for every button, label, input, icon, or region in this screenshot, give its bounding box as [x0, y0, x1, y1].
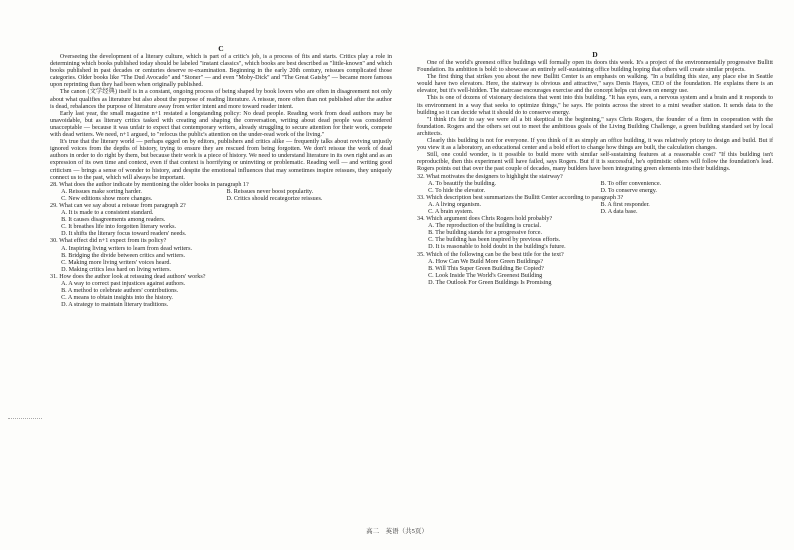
- option-c: C. New editions show more changes.: [61, 195, 153, 202]
- passage-c-heading: C: [218, 44, 224, 53]
- question-stem: 33. Which description best summarizes the Bullitt Center according to paragraph 3?: [417, 194, 624, 201]
- passage-c-paragraph: Early last year, the small magazine n+1 restated a longstanding policy: No dead people. Reading work from dead authors may be unavoidable, but as literary critics tasked with creating and shaping the conversation, writing about dead people was considered unacceptable — because it was unfair to expect that contemporary writers, already struggling to secure attention for their work, compete with dead writers. We need, n+1 argued, to "refocus the public's attention on the under-read work of the living.": [50, 110, 392, 139]
- passage-d-body: [417, 60, 773, 174]
- option-a: A. Inspiring living writers to learn from dead writers.: [61, 245, 193, 252]
- question-28: [50, 182, 392, 203]
- option-b: B. To offer convenience.: [600, 180, 662, 187]
- question-34: [417, 216, 773, 251]
- option-d: D. It is reasonable to hold doubt in the building's future.: [428, 244, 566, 251]
- option-b: B. A method to celebrate authors' contributions.: [61, 288, 179, 295]
- option-c: C. It breathes life into forgotten literary works.: [61, 224, 177, 231]
- question-stem: 30. What effect did n+1 expect from its policy?: [50, 238, 167, 245]
- option-b: B. Will This Super Green Building Be Copied?: [428, 265, 544, 272]
- question-stem: 28. What does the author indicate by mentioning the older books in paragraph 1?: [50, 181, 249, 188]
- question-stem: 29. What can we say about a reissue from paragraph 2?: [50, 202, 186, 209]
- page-footer: 高二 英语（共5页）: [366, 528, 428, 535]
- passage-d-paragraph: This is one of dozens of visionary decisions that went into this building. "It has eyes, ears, a nervous system and a brain and it responds to its environment in a way that seeks to optimize things," he says. He points across the street to a mini weather station. It sends data to the building so it can decide what it should do to conserve energy.: [417, 95, 773, 116]
- passage-c-paragraph: The canon (文学经典) itself is in a constant, ongoing process of being shaped by book lovers who are often in disagreement not only about what qualifies as literature but also about the purpose of reading literature. A reissue, more often than not published after the author is dead, rebalances the purpose of literature away from writer intent and more toward reader intent.: [50, 89, 392, 110]
- option-d: D. To conserve energy.: [600, 187, 657, 194]
- option-b: B. Bridging the divide between critics and writers.: [61, 252, 186, 259]
- passage-c-paragraph: It's true that the literary world — perhaps egged on by editors, publishers and critics alike — frequently talks about reviving unjustly ignored voices from the depths of history, trying to ensure they are rescued from being forgotten. We don't reissue the work of dead authors in order to do right by them, but because their work is a piece of history. We need to understand literature in its own right and as an expression of its own time and context, even if that context is horrifying or uninviting or problematic. Reading well — and writing good criticism — brings a sense of wonder to history, and despite the emotional influences that may sometimes inspire reissues, they uniquely connect us to the past, which will always be important.: [50, 139, 392, 181]
- question-33: [417, 195, 773, 216]
- option-c: C. A brain system.: [428, 208, 474, 215]
- option-a: A. How Can We Build More Green Buildings?: [428, 258, 544, 265]
- passage-d-paragraph: One of the world's greenest office buildings will formally open its doors this week. It's a project of the environmentally progressive Bullitt Foundation. Its ambition is bold: to showcase an entirely self-sustaining office building hoping that others will create similar projects.: [417, 60, 773, 74]
- option-d: D. A strategy to maintain literary traditions.: [61, 302, 169, 309]
- passage-d-heading: D: [592, 50, 598, 59]
- passage-d-paragraph: "I think it's fair to say we were all a bit skeptical in the beginning," says Chris Rogers, the founder of a firm in cooperation with the foundation. Rogers and the others set out to meet the ambitious goals of the Living Building Challenge, a green building standard set by local architects.: [417, 116, 773, 137]
- option-a: A. Reissues make sorting harder.: [61, 188, 142, 195]
- question-stem: 31. How does the author look at reissuing dead authors' works?: [50, 273, 206, 280]
- option-d: D. It shifts the literary focus toward readers' needs.: [61, 231, 187, 238]
- question-30: [50, 238, 392, 273]
- option-b: B. It causes disagreements among readers.: [61, 217, 166, 224]
- question-stem: 32. What motivates the designers to highlight the stairway?: [417, 173, 563, 180]
- question-35: [417, 252, 773, 287]
- option-d: D. Making critics less hard on living writers.: [61, 266, 172, 273]
- passage-c-questions: [50, 182, 392, 310]
- question-32: [417, 174, 773, 195]
- option-a: A. The reproduction of the building is crucial.: [428, 223, 542, 230]
- passage-c-body: [50, 54, 392, 182]
- passage-d-questions: [417, 174, 773, 288]
- question-stem: 34. Which argument does Chris Rogers hold probably?: [417, 216, 553, 223]
- option-c: C. The building has been inspired by previous efforts.: [428, 237, 561, 244]
- passage-d-paragraph: Clearly this building is not for everyone. If you think of it as simply an office building, it was relatively pricey to design and build. But if you view it as a laboratory, an educational center and a bold effort to change how things are built, the calculation changes.: [417, 138, 773, 152]
- option-a: A. A way to correct past injustices against authors.: [61, 281, 186, 287]
- option-b: B. Reissues never boost popularity.: [226, 188, 314, 195]
- passage-c-paragraph: Overseeing the development of a literary culture, which is part of a critic's job, is a process of fits and starts. Critics play a role in determining which books published today should be labeled "instant classics", which books are best described as "little-known" and which books published in past decades or centuries deserve re-examination. Beginning in the early 20th century, reissues complicated those categories. Older books like "The Dud Avocado" and "Stoner" — and even "Moby-Dick" and "The Great Gatsby" — became more famous upon reprinting than they had been when originally published.: [50, 54, 392, 89]
- option-c: C. To hide the elevator.: [428, 187, 486, 194]
- option-c: C. Making more living writers' voices heard.: [61, 259, 171, 266]
- option-d: D. Critics should recategorize reissues.: [226, 195, 323, 202]
- passage-d-paragraph: Still, one could wonder, is it possible to build more with similar self-sustaining features at a reasonable cost? "If this building isn't reproducible, then this experiment will have failed, says Rogers. But if it is successful, he's optimistic others will follow the foundation's lead. Rogers points out that over the past couple of decades, many builders have been integrating green elements into their buildings.: [417, 152, 773, 173]
- option-b: B. A first responder.: [600, 201, 650, 208]
- passage-c-column: [50, 44, 392, 309]
- passage-d-column: [417, 44, 773, 287]
- option-a: A. It is made to a consistent standard.: [61, 210, 154, 217]
- question-31: [50, 274, 392, 309]
- question-stem: 35. Which of the following can be the best title for the text?: [417, 251, 564, 258]
- passage-d-paragraph: The first thing that strikes you about the new Bullitt Center is an emphasis on walking. "In a building this size, any place else in Seattle would have two elevators. Here, the stairway is obvious and attractive," says Denis Hayes, CEO of the foundation. He explains there is an elevator, but it's well-hidden. The staircase encourages exercise and the concept helps cut down on energy use.: [417, 74, 773, 95]
- option-a: A. To beautify the building.: [428, 180, 497, 187]
- option-d: D. The Outlook For Green Buildings Is Promising: [428, 279, 552, 286]
- option-c: C. Look Inside The World's Greenest Building: [428, 272, 543, 279]
- question-29: [50, 203, 392, 238]
- option-d: D. A data base.: [600, 208, 638, 215]
- option-b: B. The building stands for a progressive force.: [428, 230, 543, 237]
- margin-mark: [8, 418, 42, 421]
- option-c: C. A means to obtain insights into the history.: [61, 295, 173, 302]
- option-a: A. A living organism.: [428, 201, 482, 208]
